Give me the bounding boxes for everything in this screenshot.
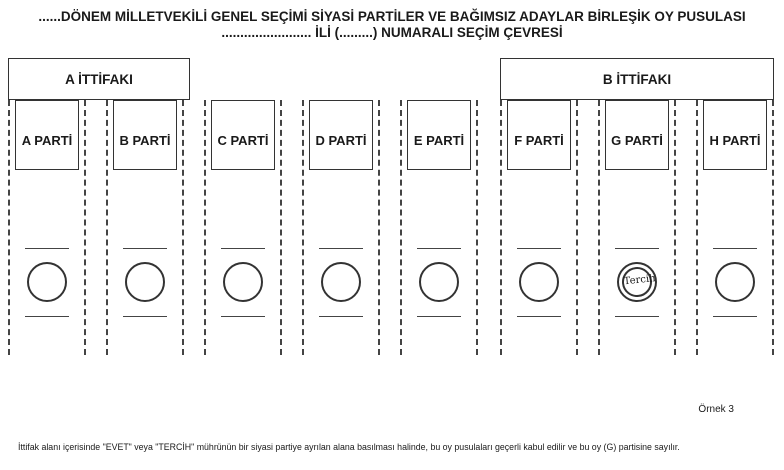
divider-line [713, 248, 757, 249]
vote-circle[interactable] [223, 262, 263, 302]
party-name-box: F PARTİ [507, 100, 571, 170]
vote-circle[interactable] [617, 262, 657, 302]
column-border-right [576, 100, 578, 355]
column-border-left [500, 100, 502, 355]
column-border-right [378, 100, 380, 355]
party-column-b[interactable] [106, 100, 184, 355]
alliance-a-header: A İTTİFAKI [8, 58, 190, 100]
column-border-right [476, 100, 478, 355]
party-name-box: E PARTİ [407, 100, 471, 170]
divider-line [25, 248, 69, 249]
column-border-left [302, 100, 304, 355]
tercih-stamp: Tercih [621, 266, 654, 299]
vote-circle[interactable] [419, 262, 459, 302]
divider-line [221, 248, 265, 249]
party-column-e[interactable] [400, 100, 478, 355]
party-name-box: B PARTİ [113, 100, 177, 170]
divider-line [417, 248, 461, 249]
party-column-f[interactable] [500, 100, 578, 355]
column-border-right [280, 100, 282, 355]
column-border-right [84, 100, 86, 355]
divider-line [615, 316, 659, 317]
party-name-box: C PARTİ [211, 100, 275, 170]
column-border-left [400, 100, 402, 355]
electoral-district-line: ........................ İLİ (.........) NUMARALI SEÇİM ÇEVRESİ [221, 25, 563, 40]
divider-line [517, 316, 561, 317]
party-column-a[interactable] [8, 100, 86, 355]
column-border-right [182, 100, 184, 355]
divider-line [123, 248, 167, 249]
divider-line [615, 248, 659, 249]
column-border-left [204, 100, 206, 355]
party-column-d[interactable] [302, 100, 380, 355]
column-border-left [696, 100, 698, 355]
footnote-text: İttifak alanı içerisinde "EVET" veya "TERCİH" mührünün bir siyasi partiye ayrılan alana basılması halinde, bu oy pusulaları geçerli kabul edilir ve bu oy (G) partisine sayılır. [18, 442, 680, 452]
divider-line [319, 316, 363, 317]
party-name-box: H PARTİ [703, 100, 767, 170]
alliance-b-header: B İTTİFAKI [500, 58, 774, 100]
divider-line [123, 316, 167, 317]
divider-line [713, 316, 757, 317]
column-border-right [772, 100, 774, 355]
vote-circle[interactable] [715, 262, 755, 302]
party-column-h[interactable] [696, 100, 774, 355]
vote-circle[interactable] [125, 262, 165, 302]
ballot-title: ......DÖNEM MİLLETVEKİLİ GENEL SEÇİMİ SİYASİ PARTİLER VE BAĞIMSIZ ADAYLAR BİRLEŞİK OY PUSULASI [38, 9, 746, 24]
divider-line [25, 316, 69, 317]
party-name-box: D PARTİ [309, 100, 373, 170]
divider-line [319, 248, 363, 249]
party-name-box: G PARTİ [605, 100, 669, 170]
divider-line [221, 316, 265, 317]
party-column-g[interactable] [598, 100, 676, 355]
divider-line [517, 248, 561, 249]
column-border-left [106, 100, 108, 355]
vote-circle[interactable] [27, 262, 67, 302]
example-label: Örnek 3 [698, 404, 734, 415]
column-border-right [674, 100, 676, 355]
divider-line [417, 316, 461, 317]
party-name-box: A PARTİ [15, 100, 79, 170]
party-column-c[interactable] [204, 100, 282, 355]
column-border-left [598, 100, 600, 355]
vote-circle[interactable] [321, 262, 361, 302]
vote-circle[interactable] [519, 262, 559, 302]
column-border-left [8, 100, 10, 355]
